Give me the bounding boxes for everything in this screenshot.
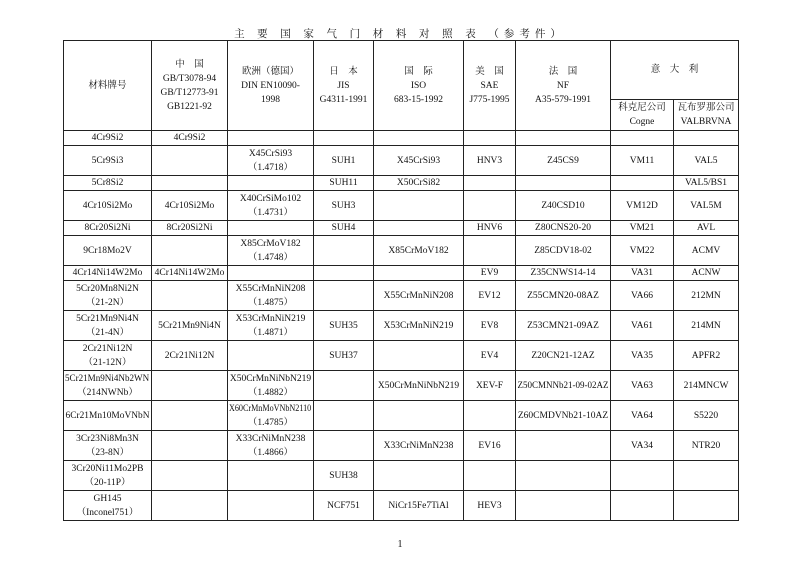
cell-cogne: [611, 371, 674, 401]
cell-europe: [228, 371, 314, 401]
cell-europe: [228, 341, 314, 371]
cell-line: VA66: [631, 290, 653, 301]
cell-china: [152, 461, 228, 491]
table-row: [64, 281, 739, 311]
cell-china: [152, 266, 228, 281]
cell-china: [152, 236, 228, 266]
cell-line: （1.4875）: [247, 297, 294, 308]
cell-line: （1.4866）: [247, 447, 294, 458]
cell-material: [64, 131, 152, 146]
header-italy: 意 大 利: [611, 41, 739, 100]
header-europe: 欧洲（德国） DIN EN10090- 1998: [228, 41, 314, 131]
cell-usa: [464, 311, 516, 341]
cell-europe: [228, 281, 314, 311]
cell-valbrvna: [674, 401, 739, 431]
cell-line: VA63: [631, 380, 653, 391]
cell-line: 4Cr14Ni14W2Mo: [72, 268, 143, 278]
cell-line: 4Cr9Si2: [91, 133, 124, 143]
header-cogne: 科克尼公司 Cogne: [611, 100, 674, 131]
cell-cogne: [611, 266, 674, 281]
cell-japan: [314, 431, 374, 461]
cell-cogne: [611, 281, 674, 311]
cell-japan: [314, 236, 374, 266]
cell-japan: [314, 341, 374, 371]
cell-line: （21-4N）: [85, 327, 130, 338]
cell-europe: [228, 131, 314, 146]
cell-line: （1.4748）: [247, 252, 294, 263]
table-row: [64, 236, 739, 266]
cell-usa: [464, 176, 516, 191]
cell-line: 8Cr20Si2Ni: [84, 223, 131, 233]
table-row: [64, 146, 739, 176]
cell-china: [152, 371, 228, 401]
cell-usa: [464, 131, 516, 146]
cell-cogne: [611, 221, 674, 236]
cell-cogne: [611, 146, 674, 176]
cell-usa: [464, 236, 516, 266]
cell-japan: [314, 146, 374, 176]
cell-line: VA61: [631, 320, 653, 331]
header-japan: 日 本 JIS G4311-1991: [314, 41, 374, 131]
table-row: [64, 266, 739, 281]
header-iso: 国 际 ISO 683-15-1992: [374, 41, 464, 131]
cell-material: [64, 176, 152, 191]
table-row: [64, 176, 739, 191]
cell-material: [64, 431, 152, 461]
cell-europe: [228, 401, 314, 431]
cell-iso: [374, 371, 464, 401]
cell-line: 4Cr9Si2: [173, 133, 206, 143]
cell-iso: [374, 236, 464, 266]
cell-line: EV16: [478, 440, 501, 451]
cell-line: （1.4785）: [247, 417, 294, 428]
cell-line: AVL: [696, 223, 716, 233]
cell-japan: [314, 176, 374, 191]
cell-cogne: [611, 311, 674, 341]
cell-line: X55CrMnNiN208: [235, 283, 306, 294]
cell-europe: [228, 491, 314, 521]
cell-cogne: [611, 191, 674, 221]
cell-china: [152, 146, 228, 176]
cell-line: X85CrMoV182: [388, 245, 449, 256]
valve-material-comparison-table: [63, 40, 739, 521]
cell-material: [64, 311, 152, 341]
cell-material: [64, 266, 152, 281]
cell-iso: [374, 311, 464, 341]
table-row: [64, 221, 739, 236]
cell-valbrvna: [674, 491, 739, 521]
cell-france: [516, 491, 611, 521]
cell-line: HNV6: [476, 223, 503, 233]
cell-line: VAL5/BS1: [684, 178, 728, 188]
cell-material: [64, 341, 152, 371]
header-row: [64, 41, 739, 100]
cell-iso: [374, 176, 464, 191]
cell-valbrvna: [674, 176, 739, 191]
header-valbrvna: 瓦布罗那公司 VALBRVNA: [674, 100, 739, 131]
cell-line: 5Cr8Si2: [91, 178, 124, 188]
cell-iso: [374, 221, 464, 236]
cell-material: [64, 146, 152, 176]
table-row: [64, 191, 739, 221]
cell-line: 5Cr20Mn8Ni2N: [76, 283, 139, 294]
cell-europe: [228, 461, 314, 491]
cell-line: 2Cr21Ni12N: [164, 350, 215, 361]
table-row: [64, 371, 739, 401]
cell-line: （20-11P）: [84, 477, 131, 488]
cell-material: [64, 281, 152, 311]
cell-line: 6Cr21Mn10MoVNbN: [65, 410, 149, 421]
cell-line: VM12D: [626, 200, 658, 211]
cell-usa: [464, 341, 516, 371]
cell-line: （1.4731）: [247, 207, 294, 218]
cell-valbrvna: [674, 221, 739, 236]
cell-line: 5Cr21Mn9Ni4Nb2WN: [64, 373, 150, 384]
cell-line: Z45CS9: [547, 155, 579, 166]
cell-line: SUH3: [331, 200, 356, 211]
cell-cogne: [611, 401, 674, 431]
cell-cogne: [611, 431, 674, 461]
cell-france: [516, 176, 611, 191]
cell-line: SUH37: [329, 350, 358, 361]
cell-line: Z80CNS20-20: [535, 223, 591, 233]
cell-line: Z20CN21-12AZ: [531, 350, 595, 361]
cell-france: [516, 236, 611, 266]
cell-line: GH145: [93, 493, 122, 504]
cell-line: 5Cr9Si3: [91, 155, 124, 166]
cell-france: [516, 431, 611, 461]
cell-material: [64, 491, 152, 521]
cell-iso: [374, 401, 464, 431]
cell-line: X50CrMnNiNbN219: [377, 380, 460, 391]
cell-line: VM11: [629, 155, 655, 166]
cell-line: VM21: [629, 223, 655, 233]
cell-line: Z60CMDVNb21-10AZ: [517, 410, 609, 421]
cell-line: VAL5: [694, 155, 718, 166]
cell-line: NTR20: [691, 440, 721, 451]
cell-iso: [374, 281, 464, 311]
cell-line: APFR2: [691, 350, 721, 361]
cell-line: EV8: [480, 320, 499, 331]
cell-valbrvna: [674, 131, 739, 146]
cell-usa: [464, 146, 516, 176]
cell-line: X85CrMoV182: [240, 238, 301, 249]
cell-valbrvna: [674, 191, 739, 221]
cell-europe: [228, 191, 314, 221]
cell-material: [64, 221, 152, 236]
cell-line: VM22: [629, 245, 655, 256]
cell-japan: [314, 221, 374, 236]
cell-line: VA64: [631, 410, 653, 421]
cell-line: Z53CMN21-09AZ: [527, 320, 599, 331]
cell-line: X33CrNiMnN238: [383, 440, 454, 451]
cell-japan: [314, 131, 374, 146]
cell-iso: [374, 131, 464, 146]
cell-china: [152, 281, 228, 311]
table-row: [64, 341, 739, 371]
cell-line: X50CrSi82: [396, 178, 441, 188]
cell-line: ACMV: [691, 245, 721, 256]
cell-line: EV4: [480, 350, 499, 361]
document-title: 主 要 国 家 气 门 材 料 对 照 表 （参考件）: [234, 29, 566, 40]
cell-line: ACNW: [691, 268, 721, 278]
cell-line: X53CrMnNiN219: [235, 313, 306, 324]
cell-japan: [314, 281, 374, 311]
cell-line: X53CrMnNiN219: [383, 320, 454, 331]
cell-france: [516, 191, 611, 221]
cell-france: [516, 311, 611, 341]
cell-line: 2Cr21Ni12N: [82, 343, 133, 354]
cell-iso: [374, 491, 464, 521]
cell-china: [152, 221, 228, 236]
cell-china: [152, 491, 228, 521]
page-number: 1: [397, 539, 403, 550]
cell-europe: [228, 176, 314, 191]
header-usa: 美 国 SAE J775-1995: [464, 41, 516, 131]
cell-usa: [464, 281, 516, 311]
cell-usa: [464, 371, 516, 401]
cell-france: [516, 281, 611, 311]
cell-europe: [228, 146, 314, 176]
cell-france: [516, 341, 611, 371]
cell-line: （1.4871）: [247, 327, 294, 338]
cell-iso: [374, 431, 464, 461]
cell-line: X33CrNiMnN238: [235, 433, 306, 444]
cell-cogne: [611, 341, 674, 371]
cell-line: VA31: [631, 268, 653, 278]
cell-china: [152, 341, 228, 371]
table-row: [64, 491, 739, 521]
cell-line: 4Cr10Si2Mo: [82, 200, 133, 211]
cell-line: 214MN: [691, 320, 721, 331]
cell-valbrvna: [674, 236, 739, 266]
cell-line: XEV-F: [475, 380, 504, 391]
cell-france: [516, 131, 611, 146]
cell-cogne: [611, 461, 674, 491]
cell-china: [152, 131, 228, 146]
cell-usa: [464, 191, 516, 221]
cell-line: Z40CSD10: [541, 200, 585, 211]
cell-usa: [464, 461, 516, 491]
cell-valbrvna: [674, 431, 739, 461]
cell-material: [64, 191, 152, 221]
cell-line: NiCr15Fe7TiAl: [388, 500, 449, 511]
cell-valbrvna: [674, 266, 739, 281]
cell-line: X50CrMnNiNbN219: [229, 373, 312, 384]
cell-japan: [314, 491, 374, 521]
cell-line: X60CrMnMoVNbN2110: [229, 403, 312, 414]
cell-line: 3Cr23Ni8Mn3N: [76, 433, 139, 444]
cell-line: Z35CNWS14-14: [530, 268, 596, 278]
cell-line: （214NWNb）: [77, 387, 138, 398]
cell-japan: [314, 461, 374, 491]
cell-line: 212MN: [691, 290, 721, 301]
cell-japan: [314, 401, 374, 431]
cell-valbrvna: [674, 146, 739, 176]
cell-iso: [374, 341, 464, 371]
cell-line: HEV3: [477, 500, 502, 511]
cell-line: SUH1: [331, 155, 356, 166]
cell-valbrvna: [674, 461, 739, 491]
cell-line: 3Cr20Ni11Mo2PB: [71, 463, 144, 474]
cell-japan: [314, 311, 374, 341]
cell-line: （1.4718）: [247, 162, 294, 173]
cell-france: [516, 221, 611, 236]
cell-line: X45CrSi93: [396, 155, 441, 166]
cell-europe: [228, 266, 314, 281]
header-france: 法 国 NF A35-579-1991: [516, 41, 611, 131]
cell-europe: [228, 236, 314, 266]
cell-line: EV12: [478, 290, 501, 301]
cell-cogne: [611, 236, 674, 266]
cell-material: [64, 401, 152, 431]
cell-iso: [374, 191, 464, 221]
cell-valbrvna: [674, 311, 739, 341]
cell-line: Z50CMNNb21-09-02AZ: [516, 380, 609, 391]
cell-valbrvna: [674, 341, 739, 371]
cell-usa: [464, 431, 516, 461]
cell-line: SUH11: [329, 178, 358, 188]
cell-line: X40CrSiMo102: [239, 193, 302, 204]
cell-japan: [314, 191, 374, 221]
cell-line: （21-12N）: [83, 357, 132, 368]
table-row: [64, 131, 739, 146]
cell-china: [152, 311, 228, 341]
cell-europe: [228, 221, 314, 236]
cell-usa: [464, 491, 516, 521]
cell-line: SUH35: [329, 320, 358, 331]
cell-line: （21-2N）: [85, 297, 130, 308]
cell-line: 8Cr20Si2Ni: [166, 223, 213, 233]
cell-material: [64, 371, 152, 401]
cell-line: 9Cr18Mo2V: [83, 245, 132, 256]
cell-line: NCF751: [327, 500, 360, 511]
cell-iso: [374, 461, 464, 491]
cell-line: 4Cr10Si2Mo: [164, 200, 215, 211]
cell-europe: [228, 431, 314, 461]
cell-japan: [314, 371, 374, 401]
cell-line: SUH4: [331, 223, 356, 233]
cell-line: （Inconel751）: [76, 507, 139, 518]
cell-cogne: [611, 131, 674, 146]
cell-china: [152, 191, 228, 221]
cell-line: Z55CMN20-08AZ: [527, 290, 599, 301]
table-row: [64, 311, 739, 341]
cell-line: （1.4882）: [247, 387, 294, 398]
cell-china: [152, 431, 228, 461]
cell-line: X55CrMnNiN208: [383, 290, 454, 301]
cell-china: [152, 401, 228, 431]
table-row: [64, 461, 739, 491]
cell-line: SUH38: [329, 470, 358, 481]
cell-france: [516, 371, 611, 401]
cell-usa: [464, 266, 516, 281]
cell-japan: [314, 266, 374, 281]
cell-line: X45CrSi93: [248, 148, 293, 159]
cell-usa: [464, 401, 516, 431]
cell-line: （23-8N）: [85, 447, 130, 458]
table-row: [64, 431, 739, 461]
cell-cogne: [611, 491, 674, 521]
header-china: 中 国 GB/T3078-94 GB/T12773-91 GB1221-92: [152, 41, 228, 131]
cell-line: 4Cr14Ni14W2Mo: [154, 268, 225, 278]
cell-line: HNV3: [476, 155, 503, 166]
cell-line: EV9: [480, 268, 499, 278]
header-material: 材料牌号: [64, 41, 152, 131]
cell-line: 5Cr21Mn9Ni4N: [76, 313, 139, 324]
cell-france: [516, 146, 611, 176]
cell-line: VA34: [631, 440, 653, 451]
cell-france: [516, 266, 611, 281]
cell-line: VAL5M: [690, 200, 722, 211]
cell-line: S5220: [693, 410, 719, 421]
cell-europe: [228, 311, 314, 341]
cell-cogne: [611, 176, 674, 191]
cell-line: Z85CDV18-02: [534, 245, 592, 256]
cell-line: 214MNCW: [683, 380, 729, 391]
cell-china: [152, 176, 228, 191]
cell-france: [516, 461, 611, 491]
cell-material: [64, 236, 152, 266]
cell-line: 5Cr21Mn9Ni4N: [158, 320, 221, 331]
cell-iso: [374, 146, 464, 176]
cell-valbrvna: [674, 371, 739, 401]
table-row: [64, 401, 739, 431]
cell-iso: [374, 266, 464, 281]
cell-france: [516, 401, 611, 431]
cell-line: VA35: [631, 350, 653, 361]
cell-usa: [464, 221, 516, 236]
cell-material: [64, 461, 152, 491]
cell-valbrvna: [674, 281, 739, 311]
